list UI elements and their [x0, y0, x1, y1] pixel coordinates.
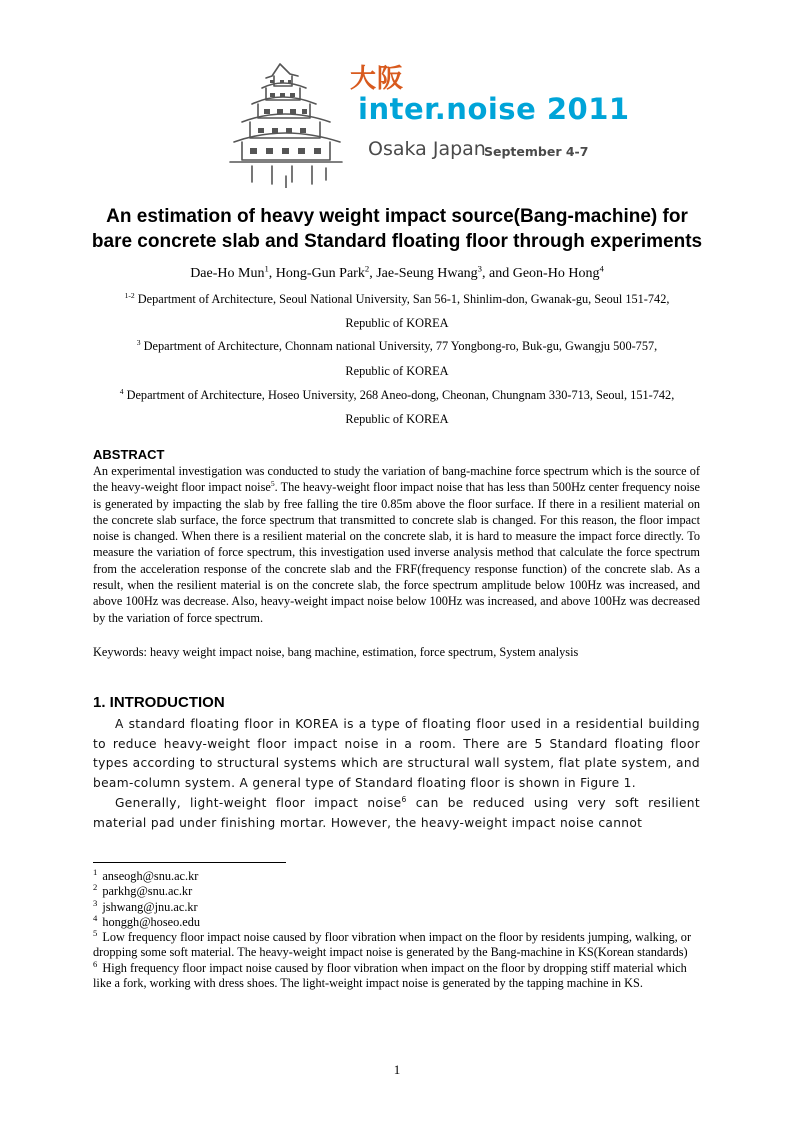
paper-title [60, 204, 734, 254]
affiliation-2: $^3$ Department of Architecture, Chonnam national University, 77 Yongbong-ro, Buk-gu, Gwangju 500-757, [136, 337, 658, 353]
author-affiliation-mark: 3 [477, 263, 483, 274]
introduction-body [93, 715, 700, 833]
author-name: Hong-Gun Park [275, 266, 365, 281]
author-affiliation-mark: 4 [599, 263, 604, 274]
conference-dates: September 4-7 [484, 144, 589, 159]
author-name: Dae-Ho Mun [190, 266, 265, 281]
osaka-castle-icon [222, 56, 352, 188]
footnote-ref[interactable]: 5 [270, 479, 275, 489]
title-line-2: bare concrete slab and Standard floating floor through experiments [91, 231, 703, 252]
footnote: $^4$ honggh@hoseo.edu [93, 912, 201, 929]
email-link[interactable]: anseogh@snu.ac.kr [102, 869, 199, 883]
footnote-ref[interactable]: 6 [401, 794, 407, 804]
affiliation-1: $^{1-2}$ Department of Architecture, Seoul National University, San 56-1, Shinlim-don, Gwanak-gu, Seoul 151-742, [124, 290, 670, 306]
footnote: $^2$ parkhg@snu.ac.kr [93, 882, 193, 899]
affiliation-1-country: Republic of KOREA [345, 316, 449, 330]
abstract-heading: ABSTRACT [93, 447, 165, 462]
page-number: 1 [393, 1062, 401, 1077]
author-name: Jae-Seung Hwang [376, 266, 478, 281]
footnote-divider [93, 862, 286, 863]
email-link[interactable]: honggh@hoseo.edu [102, 914, 201, 929]
abstract-body: An experimental investigation was conducted to study the variation of bang-machine force spectrum which is the source of the heavy-weight floor impact noise$^5$. The heavy-weight floor impact noise that has less than 500Hz center frequency noise is generated by impacting the slab by free falling the tire 0.85m above the floor surface. If there in a resilient material on the concrete slab surface, the force spectrum that transmitted to concrete slab is changed. For this reason, the floor impact noise is changed. When there is a resilient material on the concrete slab, it is hard to measure the impact force directly. To measure the variation of force spectrum, this investigation used inverse analysis method that calculate the force spectrum from the acceleration response of the concrete slab and the FRF(frequency response function) of the concrete slab. As a result, when the resilient material is on the concrete slab, the force spectrum amplitude below 100Hz was increased, and above 100Hz was decrease. Also, heavy-weight impact noise below 100Hz was increased, and above 100Hz was decreased by the variation of force spectrum. [93, 464, 701, 625]
footnote: $^6$ High frequency floor impact noise caused by floor vibration when impact on the floor by dropping stiff material which like a fork, working with dress shoes. The light-weight impact noise is generated by the tapping machine in KS. [93, 958, 687, 991]
affiliation-3: $^4$ Department of Architecture, Hoseo University, 268 Aneo-dong, Cheonan, Chungnam 330-713, Seoul, 151-742, [119, 386, 675, 402]
email-link[interactable]: parkhg@snu.ac.kr [102, 884, 193, 899]
paragraph: Generally, light-weight floor impact noise$^6$ can be reduced using very soft resilient material pad under finishing mortar. However, the heavy-weight impact noise cannot [93, 794, 701, 830]
section-heading-introduction: 1. INTRODUCTION [93, 694, 225, 711]
author-affiliation-mark: 1 [264, 263, 269, 274]
conference-location: Osaka Japan [368, 138, 486, 160]
affiliation-2-country: Republic of KOREA [345, 364, 449, 378]
footnote: $^1$ anseogh@snu.ac.kr [93, 866, 199, 883]
keywords: Keywords: heavy weight impact noise, bang machine, estimation, force spectrum, System analysis [93, 645, 579, 659]
author-affiliation-mark: 2 [364, 263, 370, 274]
paragraph: A standard floating floor in KOREA is a type of floating floor used in a residential building to reduce heavy-weight floor impact noise in a room. There are 5 Standard floating floor types according to structural systems which are structural wall system, flat plate system, and beam-column system. A general type of Standard floating floor is shown in Figure 1. [93, 717, 700, 791]
conference-name: inter.noise 2011 [358, 92, 630, 126]
logo-kanji: 大阪 [350, 64, 405, 94]
footnote: $^3$ jshwang@jnu.ac.kr [93, 897, 198, 914]
author-name: Geon-Ho Hong [512, 266, 600, 281]
footnote: $^5$ Low frequency floor impact noise caused by floor vibration when impact on the floor by residents jumping, walking, or dropping some soft material. The heavy-weight impact noise is generated by the Bang-machine in KS(Korean standards) [93, 928, 692, 960]
author-list: Dae-Ho Mun$^1$, Hong-Gun Park$^2$, Jae-Seung Hwang$^3$, and Geon-Ho Hong$^4$ [190, 263, 604, 281]
email-link[interactable]: jshwang@jnu.ac.kr [102, 899, 198, 914]
title-line-1: An estimation of heavy weight impact source(Bang-machine) for [106, 206, 688, 227]
conference-logo [222, 56, 630, 188]
affiliation-3-country: Republic of KOREA [345, 412, 449, 426]
footnotes [93, 866, 700, 991]
